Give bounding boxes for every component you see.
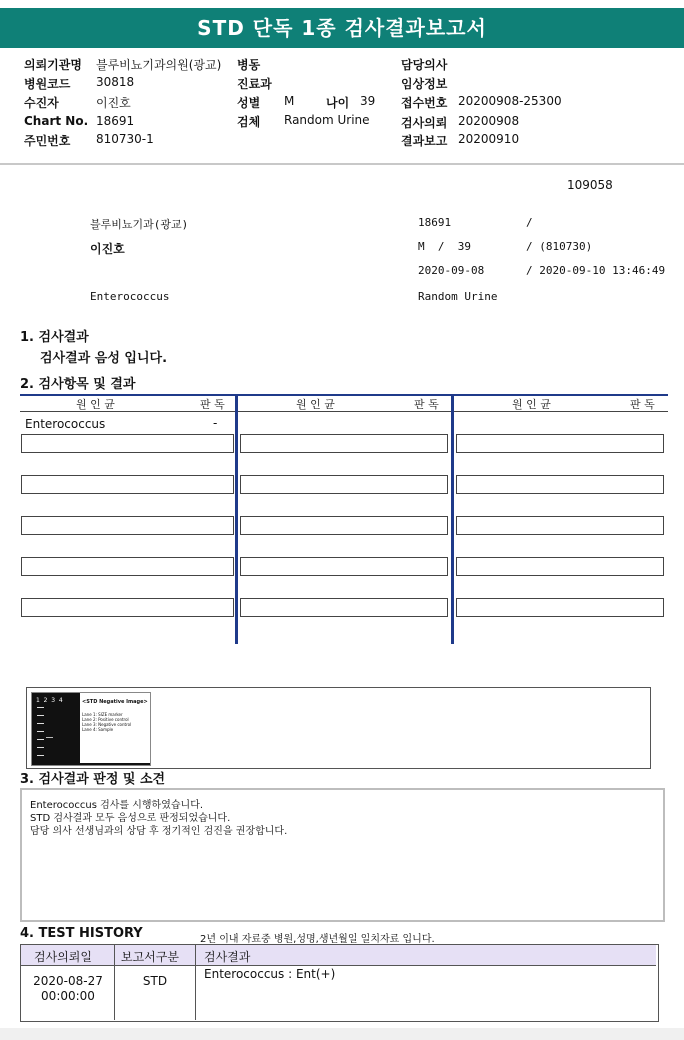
history-result: Enterococcus : Ent(+) [204,967,336,981]
gel-legend-line: Lane 4: Sample [82,727,114,732]
table-top-rule [20,394,668,396]
report-number: 109058 [567,178,613,192]
gel-band [37,715,44,716]
empty-result-cell [456,475,664,494]
history-header-date: 검사의뢰일 [34,950,92,964]
col-judgement-header: 판 독 [630,398,655,411]
history-date: 2020-08-27 [33,974,103,988]
sex-value: M [284,94,295,108]
empty-result-cell [240,475,448,494]
age-value: 39 [360,94,376,108]
gel-band [37,755,44,756]
sex-label: 성별 [237,96,261,110]
empty-result-cell [240,557,448,576]
clinic-name: 블루비뇨기과(광교) [90,218,189,231]
gel-legend-title: <STD Negative Image> [82,699,148,705]
section-2-title: 2. 검사항목 및 결과 [20,377,136,392]
empty-result-cell [21,557,234,576]
table-header-rule [20,411,668,412]
empty-result-cell [21,434,234,453]
chart-value: 18691 [96,114,135,128]
institution-label: 의뢰기관명 [24,58,82,72]
history-header-type: 보고서구분 [121,950,179,964]
finding-line: STD 검사결과 모두 음성으로 판정되었습니다. [30,813,231,824]
patient-label: 수진자 [24,96,59,110]
history-header-result: 검사결과 [204,950,251,964]
empty-result-cell [21,516,234,535]
patient-name: 이진호 [90,242,125,256]
sex-age: M / 39 [418,240,471,253]
specimen-label: 검체 [237,115,261,129]
resident-value: 810730-1 [96,132,154,146]
organism-result: - [213,416,218,430]
gel-legend-line: Lane 1: SIZE marker [82,712,123,717]
empty-result-cell [456,434,664,453]
empty-result-cell [21,598,234,617]
section-1-title: 1. 검사결과 [20,330,89,345]
gel-band [46,737,53,738]
gel-legend [80,693,150,763]
report-label: 결과보고 [401,134,448,148]
chart-slash: / [526,216,533,229]
page-bottom-band [0,1028,684,1040]
history-header-row [21,945,656,966]
test-name: Enterococcus [90,290,170,303]
hospital-code-label: 병원코드 [24,77,71,91]
report-title: STD 단독 1종 검사결과보고서 [197,16,487,40]
ward-label: 병동 [237,58,261,72]
empty-result-cell [456,557,664,576]
empty-result-cell [456,516,664,535]
gel-band [37,723,44,724]
finding-line: 담당 의사 선생님과의 상담 후 정기적인 검진을 권장합니다. [30,826,288,837]
report-datetime: / 2020-09-10 13:46:49 [526,264,666,277]
col-organism-header: 원 인 균 [76,398,115,411]
history-type: STD [142,974,168,988]
doctor-label: 담당의사 [401,58,448,72]
chart-label: Chart No. [24,114,89,128]
gel-lane-numbers: 1 2 3 4 [36,697,63,704]
specimen-value: Random Urine [284,113,370,127]
section-4-title: 4. TEST HISTORY [20,926,143,941]
empty-result-cell [240,598,448,617]
gel-legend-line: Lane 2: Positive control [82,717,129,722]
col-judgement-header: 판 독 [414,398,439,411]
empty-result-cell [240,434,448,453]
column-divider [235,394,238,644]
patient-value: 이진호 [96,96,131,110]
history-time: 00:00:00 [41,989,95,1003]
column-divider [451,394,454,644]
birth-date: / (810730) [526,240,593,253]
receipt-label: 접수번호 [401,96,448,110]
gel-band [37,739,44,740]
request-value: 20200908 [458,114,520,128]
col-organism-header: 원 인 균 [296,398,335,411]
institution-value: 블루비뇨기과의원(광교) [96,58,222,72]
report-value: 20200910 [458,132,520,146]
specimen-type: Random Urine [418,290,498,303]
age-label: 나이 [326,96,350,110]
hospital-code-value: 30818 [96,75,135,89]
header-separator [0,163,684,165]
organism-name: Enterococcus [25,417,106,431]
gel-band [37,731,44,732]
resident-label: 주민번호 [24,134,71,148]
empty-result-cell [21,475,234,494]
result-summary: 검사결과 음성 입니다. [40,351,168,366]
gel-legend-line: Lane 3: Negative control [82,722,132,727]
col-judgement-header: 판 독 [200,398,225,411]
clinical-label: 임상정보 [401,77,448,91]
dept-label: 진료과 [237,77,272,91]
chart-number: 18691 [418,216,452,229]
history-col-divider [195,945,196,1020]
history-note: 2년 이내 자료중 병원,성명,생년월일 일치자료 입니다. [200,934,435,945]
gel-band [37,707,44,708]
gel-band [37,747,44,748]
receipt-value: 20200908-25300 [458,94,562,108]
section-3-title: 3. 검사결과 판정 및 소견 [20,772,166,787]
empty-result-cell [240,516,448,535]
empty-result-cell [456,598,664,617]
request-label: 검사의뢰 [401,116,448,130]
finding-line: Enterococcus 검사를 시행하였습니다. [30,800,204,811]
request-date: 2020-09-08 [418,264,485,277]
col-organism-header: 원 인 균 [512,398,551,411]
